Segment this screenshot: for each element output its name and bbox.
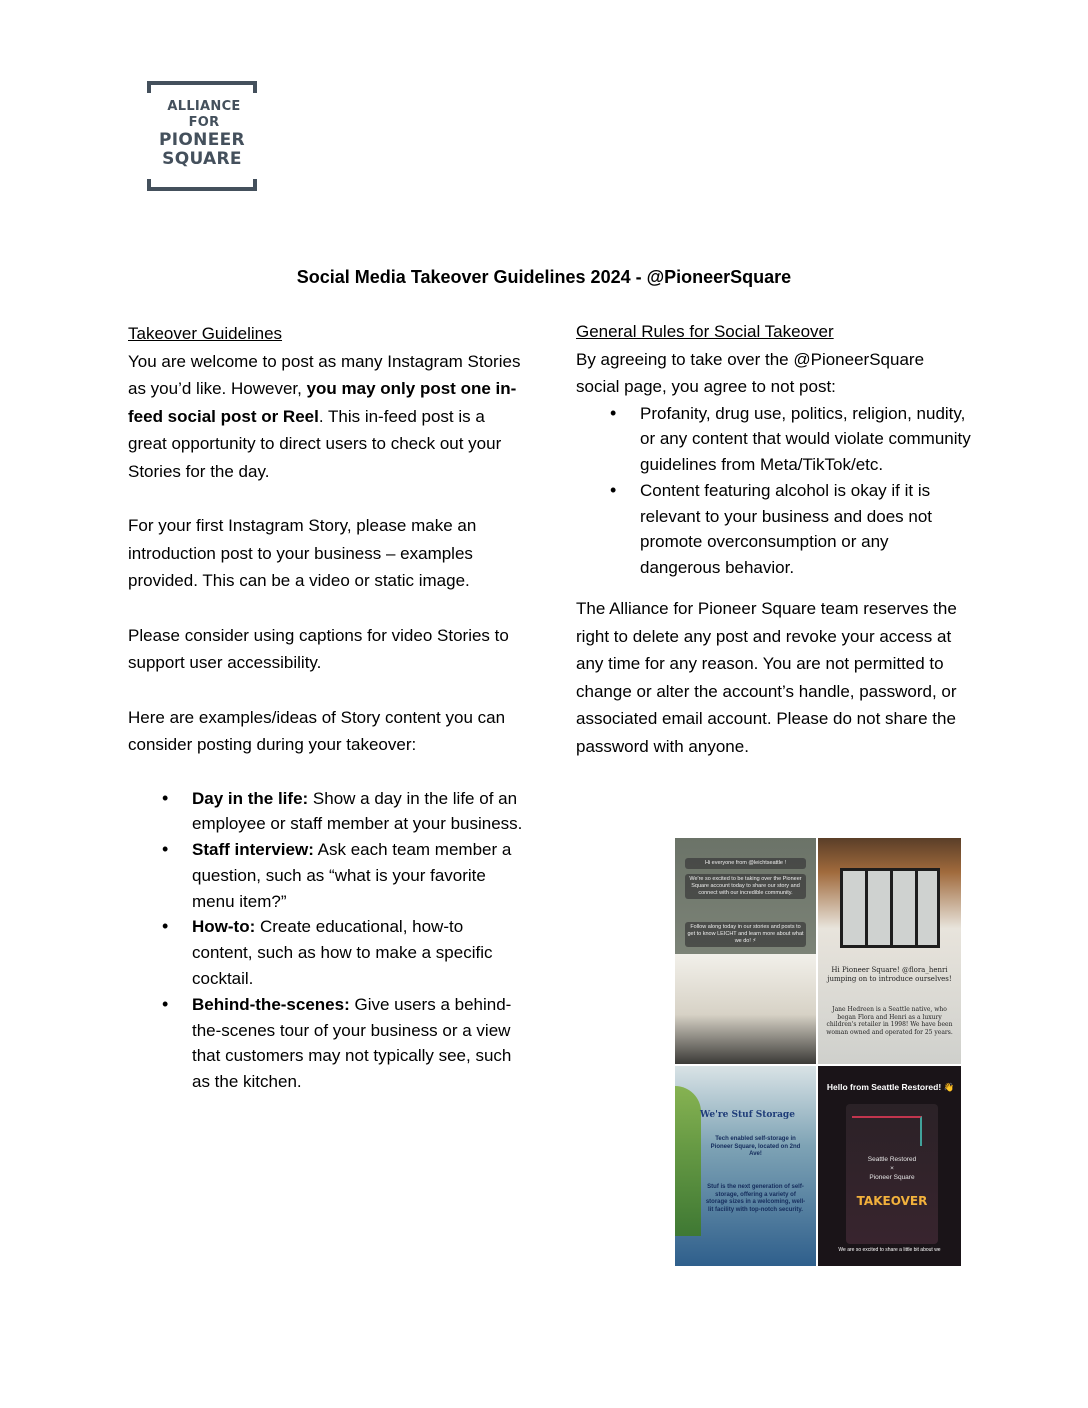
story-caption: We're so excited to be taking over the Pioneer Square account today to share our story and connect with our incredible community. xyxy=(685,874,806,899)
alliance-logo xyxy=(147,81,259,191)
paragraph-captions: Please consider using captions for video Stories to support user accessibility. xyxy=(128,625,509,672)
story-examples-collage xyxy=(675,838,961,1266)
paragraph-rules-intro: By agreeing to take over the @PioneerSquare social page, you agree to not post: xyxy=(576,349,925,396)
list-item-bold: Behind-the-scenes: xyxy=(192,994,350,1014)
list-item-bold: How-to: xyxy=(192,917,256,937)
list-item-text: Show a day in the life of an employee or staff member at your business. xyxy=(192,788,523,834)
story-caption: Seattle Restored xyxy=(867,1156,917,1163)
paragraph-examples-intro: Here are examples/ideas of Story content you can consider posting during your takeover: xyxy=(128,707,506,754)
list-item: • Content featuring alcohol is okay if it is relevant to your business and does not promote overconsumption or any dangerous behavior. xyxy=(576,478,971,581)
list-item-bold: Staff interview: xyxy=(192,840,314,860)
list-item xyxy=(128,786,523,838)
story-caption: We are so excited to share a little bit about we xyxy=(838,1246,941,1253)
story-caption: Hi everyone from @leichtseattle ! xyxy=(685,858,806,869)
list-item-bold: Day in the life: xyxy=(192,788,309,808)
story-caption: Jane Hedreen is a Seattle native, who began Flora and Henri as a luxury children's retailer in 1998! We have been woman owned and operated for 25 years. xyxy=(826,1006,953,1036)
story-caption: × xyxy=(890,1165,894,1172)
story-caption: Pioneer Square xyxy=(869,1174,915,1181)
document-title: Social Media Takeover Guidelines 2024 - @PioneerSquare xyxy=(296,267,792,287)
general-rules-heading: General Rules for Social Takeover xyxy=(576,322,834,341)
phone-screenshot xyxy=(846,1104,938,1244)
logo-text xyxy=(147,99,257,169)
neon-sign-icon xyxy=(852,1116,922,1146)
list-item-text: Create educational, how-to content, such as how to make a specific cocktail. xyxy=(192,917,493,989)
paragraph-first-story: For your first Instagram Story, please make an introduction post to your business – examples provided. This can be a video or static image. xyxy=(128,516,477,590)
p1-bold: you may only post one in-feed social post or Reel xyxy=(128,379,517,426)
left-column xyxy=(128,320,523,1095)
story-caption: Tech enabled self-storage in Pioneer Square, located on 2nd Ave! xyxy=(710,1136,801,1157)
story-ideas-list xyxy=(128,786,523,1096)
story-caption: Hi Pioneer Square! @flora_henri jumping on to introduce ourselves! xyxy=(827,966,952,983)
list-item: • Profanity, drug use, politics, religion, nudity, or any content that would violate community guidelines from Meta/TikTok/etc. xyxy=(576,401,971,478)
story-title: We're Stuf Storage xyxy=(700,1110,795,1120)
story-title: Hello from Seattle Restored! 👋 xyxy=(826,1082,955,1092)
p1-text-a: You are welcome to post as many Instagram Stories as you’d like. However, xyxy=(128,351,521,398)
takeover-guidelines-heading: Takeover Guidelines xyxy=(128,324,283,343)
stuf-storage-story-image xyxy=(675,1066,816,1266)
story-caption: Follow along today in our stories and posts to get to know LEICHT and learn more about what we do! ⚡ xyxy=(685,922,806,947)
list-item xyxy=(128,914,523,991)
paragraph-reservation: The Alliance for Pioneer Square team reserves the right to delete any post and revoke your access at any time for any reason. You are not permitted to change or alter the account’s handle, password, or associated email account. Please do not share the password with anyone. xyxy=(576,599,957,756)
paragraph-posting-limits xyxy=(128,348,523,486)
leicht-story-image xyxy=(675,838,816,1064)
window-photo xyxy=(840,868,940,948)
p1-text-b: . This in-feed post is a great opportunity to direct users to check out your Stories for the day. xyxy=(128,406,502,481)
logo-line-pioneer: PIONEER xyxy=(159,130,245,150)
flora-henri-story-image xyxy=(818,838,961,1064)
story-caption: Stuf is the next generation of self-storage, offering a variety of storage sizes in a welcoming, well-lit facility with top-notch security. xyxy=(705,1184,806,1213)
logo-line-square: SQUARE xyxy=(162,149,242,169)
takeover-wordmark: TAKEOVER xyxy=(856,1194,928,1208)
logo-bracket-top xyxy=(147,81,257,93)
list-item xyxy=(128,992,523,1095)
kitchen-photo xyxy=(675,954,816,1064)
seattle-restored-story-image xyxy=(818,1066,961,1266)
rules-list xyxy=(576,401,971,582)
logo-line-alliance: ALLIANCE xyxy=(167,99,241,114)
list-item-text: Give users a behind-the-scenes tour of your business or a view that customers may not typically see, such as the kitchen. xyxy=(192,994,512,1092)
right-column xyxy=(576,318,971,760)
logo-line-for: FOR xyxy=(188,115,220,130)
list-item xyxy=(128,837,523,914)
list-item-text: Ask each team member a question, such as “what is your favorite menu item?” xyxy=(192,840,512,911)
logo-bracket-bottom xyxy=(147,179,257,191)
